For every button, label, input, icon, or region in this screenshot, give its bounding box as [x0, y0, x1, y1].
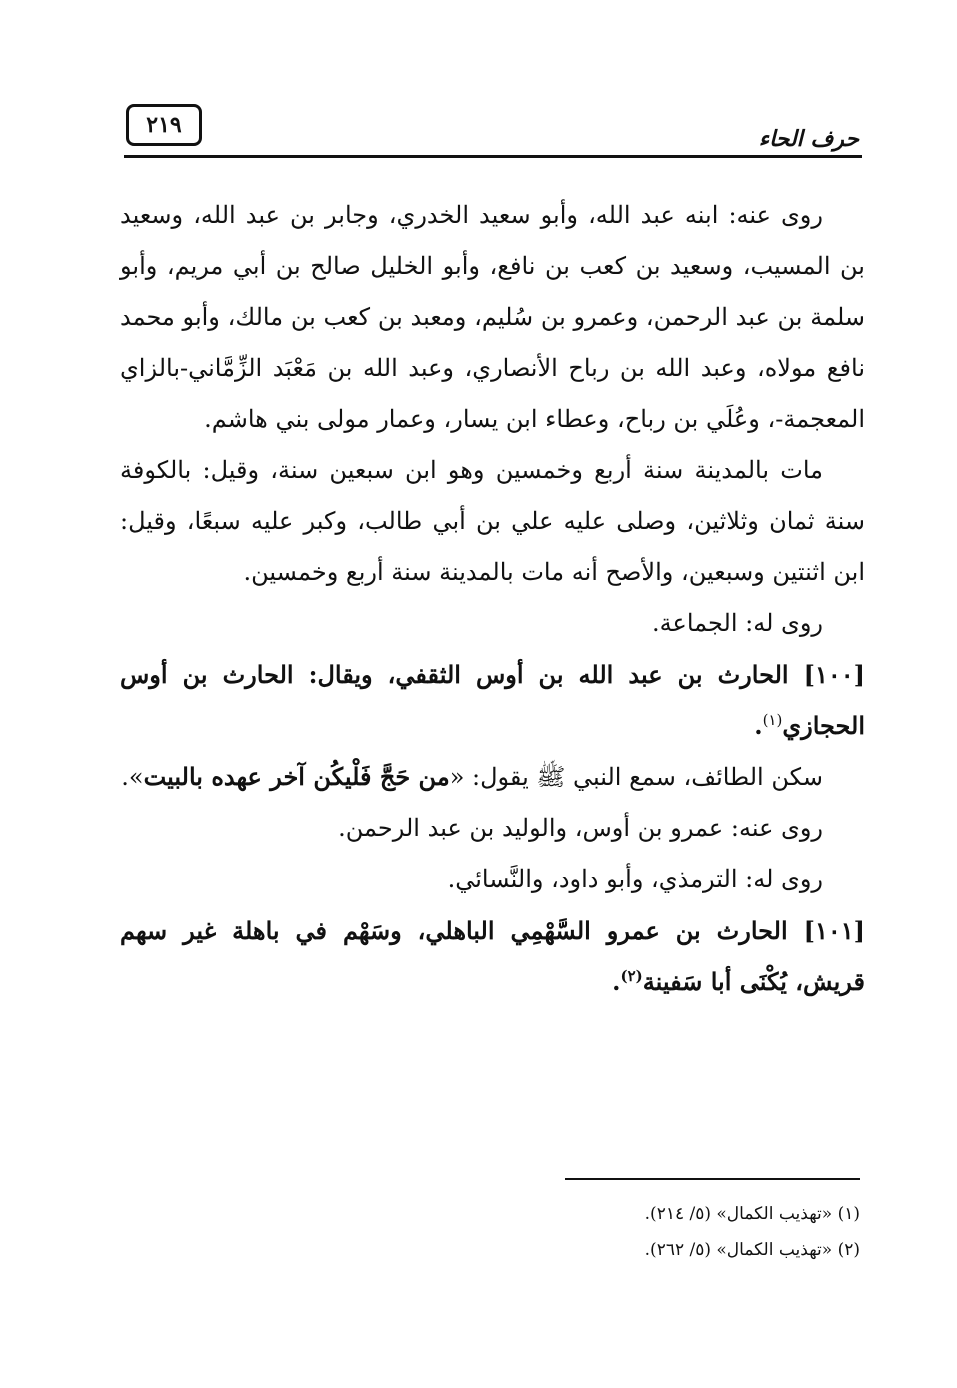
paragraph-transmitted-by-2: روى له: الترمذي، وأبو داود، والنَّسائي. [447, 865, 823, 893]
entry-100-number: [١٠٠] [803, 660, 865, 689]
footnote-rule [565, 1178, 860, 1180]
footnote-2: (٢) «تهذيب الكمال» (٥/ ٢٦٢). [644, 1240, 860, 1260]
main-text [120, 190, 865, 1007]
taif-text: سكن الطائف، سمع النبي ﷺ يقول: « [449, 763, 823, 791]
hadith-quote: من حَجَّ فَلْيكُن آخر عهده بالبيت [143, 762, 450, 791]
paragraph-transmitted-by: روى له: الجماعة. [652, 609, 823, 637]
footnote-1: (١) «تهذيب الكمال» (٥/ ٢١٤). [644, 1204, 860, 1224]
entry-100-heading [120, 649, 865, 751]
paragraph-narrators-2: روى عنه: عمرو بن أوس، والوليد بن عبد الرحمن. [338, 814, 823, 842]
entry-101-end: . [612, 967, 621, 996]
entry-100-title: الحارث بن عبد الله بن أوس الثقفي، ويقال: الحارث بن أوس الحجازي [120, 660, 865, 740]
paragraph-taif [120, 751, 865, 803]
entry-101-heading [120, 905, 865, 1007]
page-number-text: ٢١٩ [146, 112, 182, 138]
running-head: حرف الحاء [758, 126, 859, 152]
paragraph-narrators: روى عنه: ابنه عبد الله، وأبو سعيد الخدري، وجابر بن عبد الله، وسعيد بن المسيب، وسعيد بن كعب بن نافع، وأبو الخليل صالح بن أبي مريم، وأبو سلمة بن عبد الرحمن، وعمرو بن سُليم، ومعبد بن كعب بن مالك، وأبو محمد نافع مولاه، وعبد الله بن رباح الأنصاري، وعبد الله بن مَعْبَد الزِّمَّاني-بالزاي المعجمة-، وعُلَي بن رباح، وعطاء ابن يسار، وعمار مولى بني هاشم. [120, 201, 865, 433]
page-number [126, 104, 202, 146]
entry-101-title: الحارث بن عمرو السَّهْمِي الباهلي، وسَهْم في باهلة غير سهم قريش، يُكْنَى أبا سَفينة [120, 916, 865, 996]
taif-end: ». [121, 763, 144, 791]
header-rule [124, 155, 862, 158]
footnotes [520, 1196, 860, 1268]
footnote-ref-1: (١) [762, 711, 783, 729]
entry-100-end: . [754, 711, 763, 740]
paragraph-death: مات بالمدينة سنة أربع وخمسين وهو ابن سبعين سنة، وقيل: بالكوفة سنة ثمان وثلاثين، وصلى عليه علي بن أبي طالب، وكبر عليه سبعًا، وقيل: ابن اثنتين وسبعين، والأصح أنه مات بالمدينة سنة أربع وخمسين. [120, 456, 865, 586]
footnote-ref-2: (٢) [620, 967, 643, 985]
entry-101-number: [١٠١] [803, 916, 866, 945]
